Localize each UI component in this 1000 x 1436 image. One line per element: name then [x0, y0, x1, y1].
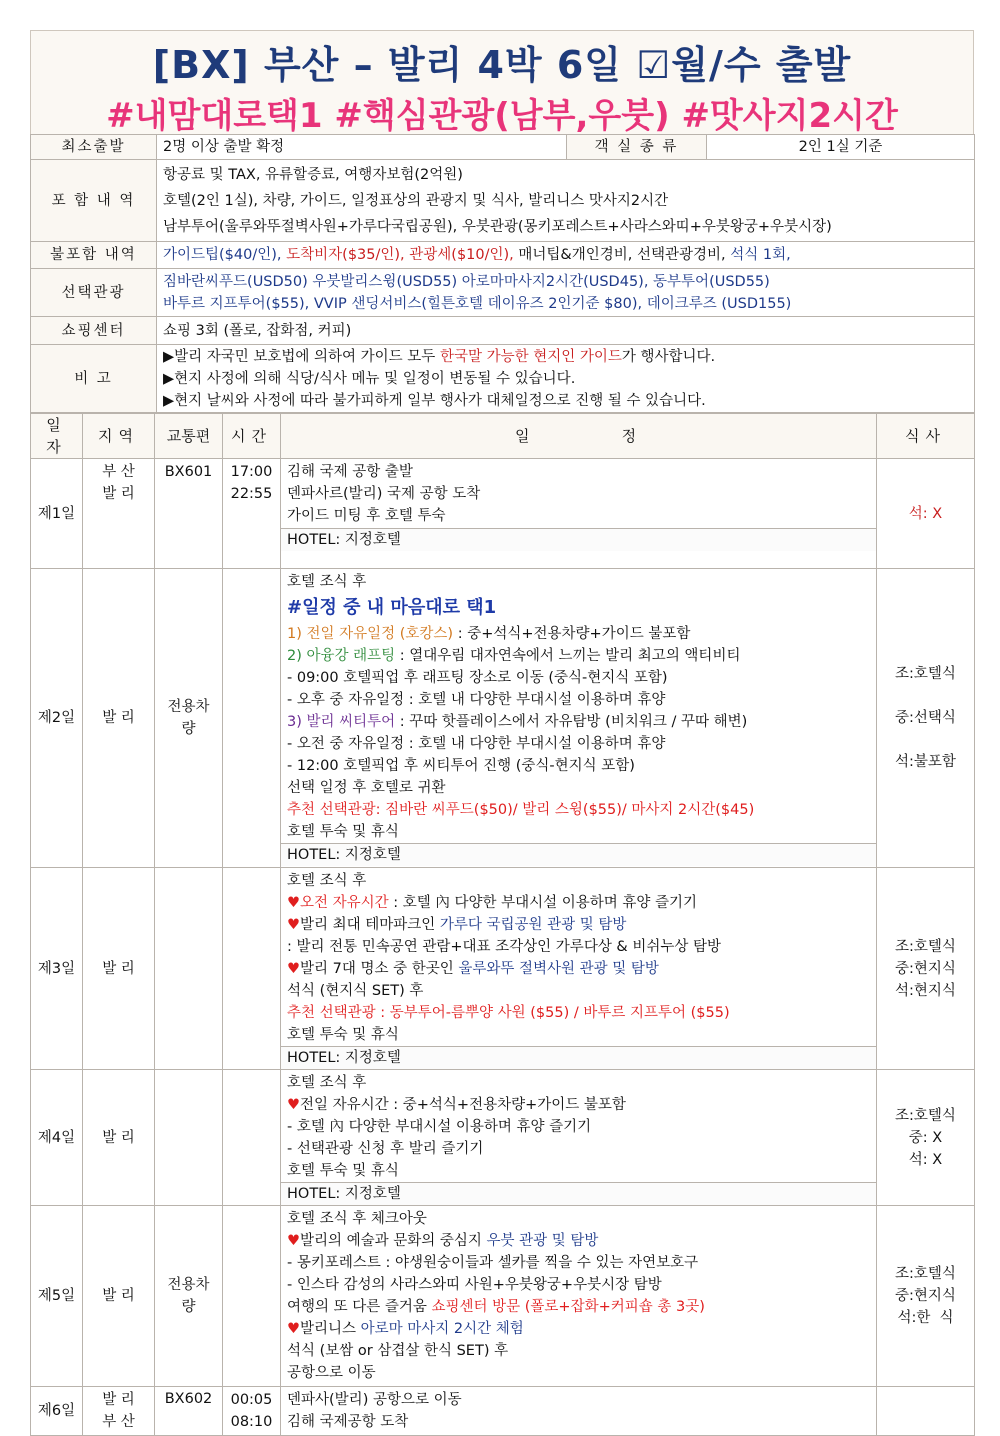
excluded-personal: 매너팁&개인경비, 선택관광경비, [518, 247, 726, 263]
day-row [31, 1070, 975, 1206]
excluded-dinner: 석식 1회, [730, 247, 791, 263]
excluded-visa: 도착비자($35/인), [286, 247, 405, 263]
time-cell: 17:00 22:55 [223, 459, 281, 569]
transport-cell: BX601 [155, 459, 223, 569]
header-itinerary: 일 정 [281, 414, 877, 459]
shopping-label: 쇼핑센터 [31, 317, 157, 345]
time-cell [223, 1070, 281, 1206]
hotel-line: HOTEL: 지정호텔 [281, 1046, 876, 1069]
title-hashtags: #내맘대로택1 #핵심관광(남부,우붓) #맛사지2시간 [106, 96, 898, 136]
day-label: 제6일 [31, 1387, 83, 1436]
time-cell [223, 1206, 281, 1387]
itinerary-cell: 호텔 조식 후 #일정 중 내 마음대로 택1 1) 전일 자유일정 (호캉스) : 중+석식+전용차량+가이드 불포함 2) 아융강 래프팅 : 열대우림 대자연속에서 느끼는 발리 최고의 액티비티 - 09:00 호텔픽업 후 래프팅 장소로 이동 (중식-현지식 포함) - 오후 중 자유일정 : 호텔 내 다양한 부대시설 이용하며 휴양 3) 발리 씨티투어 : 꾸따 핫플레이스에서 자유탐방 (비치워크 / 꾸따 해변) - 오전 중 자유일정 : 호텔 내 다양한 부대시설 이용하며 휴양 - 12:00 호텔픽업 후 씨티투어 진행 (중식-현지식 포함) 선택 일정 후 호텔로 귀환 추천 선택관광: 짐바란 씨푸드($50)/ 발리 스윙($55)/ 마사지 2시간($45) 호텔 투숙 및 휴식 HOTEL: 지정호텔 [281, 569, 877, 868]
pick-one-heading: #일정 중 내 마음대로 택1 [287, 597, 497, 618]
optional-line: 바투르 지프투어($55), VVIP 샌딩서비스(힐튼호텔 데이유즈 2인기준 $80), 데이크루즈 (USD155) [163, 295, 792, 312]
title-banner [30, 30, 974, 134]
heart-icon: ♥ [287, 1233, 300, 1249]
transport-cell [155, 1070, 223, 1206]
excluded-tourist-tax: 관광세($10/인), [409, 247, 514, 263]
day-row [31, 1206, 975, 1387]
min-departure-label: 최소출발 [31, 135, 157, 160]
region-cell: 발 리 [83, 569, 155, 868]
day-label: 제1일 [31, 459, 83, 569]
info-table [30, 134, 975, 413]
optional-list [157, 269, 975, 317]
room-type-value: 2인 1실 기준 [707, 135, 975, 160]
time-cell [223, 569, 281, 868]
header-time: 시간 [223, 414, 281, 459]
min-departure-value: 2명 이상 출발 확정 [157, 135, 567, 160]
heart-icon: ♥ [287, 895, 300, 911]
header-day: 일자 [31, 414, 83, 459]
included-line: 항공료 및 TAX, 유류할증료, 여행자보험(2억원) [163, 166, 463, 183]
time-cell [223, 868, 281, 1070]
day-row [31, 569, 975, 868]
region-cell: 발 리 [83, 1070, 155, 1206]
hotel-line: HOTEL: 지정호텔 [281, 1182, 876, 1205]
heart-icon: ♥ [287, 961, 300, 977]
itinerary-cell: 김해 국제 공항 출발 덴파사르(발리) 국제 공항 도착 가이드 미팅 후 호텔 투숙 HOTEL: 지정호텔 [281, 459, 877, 569]
meal-cell: 조:호텔식 중: X 석: X [877, 1070, 975, 1206]
notes-label: 비 고 [31, 345, 157, 413]
time-cell: 00:05 08:10 [223, 1387, 281, 1436]
included-list [157, 160, 975, 242]
transport-cell [155, 868, 223, 1070]
day-row [31, 459, 975, 569]
itinerary-cell: 호텔 조식 후 ♥전일 자유시간 : 중+석식+전용차량+가이드 불포함 - 호텔 內 다양한 부대시설 이용하며 휴양 즐기기 - 선택관광 신청 후 발리 즐기기 호텔 투숙 및 휴식 HOTEL: 지정호텔 [281, 1070, 877, 1206]
header-transport: 교통편 [155, 414, 223, 459]
day-label: 제4일 [31, 1070, 83, 1206]
schedule-table [30, 413, 975, 1436]
meal-cell [877, 1387, 975, 1436]
transport-cell: 전용차량 [155, 1206, 223, 1387]
itinerary-page [30, 30, 974, 1436]
heart-icon: ♥ [287, 917, 300, 933]
hotel-line: HOTEL: 지정호텔 [281, 843, 876, 866]
hotel-line: HOTEL: 지정호텔 [281, 528, 876, 551]
title-main: [BX] 부산 – 발리 4박 6일 ☑월/수 출발 [152, 43, 852, 87]
included-label: 포 함 내 역 [31, 160, 157, 242]
recommend-line: 추천 선택관광 : 동부투어-름뿌양 사원 ($55) / 바투르 지프투어 ($55) [287, 1005, 730, 1021]
heart-icon: ♥ [287, 1321, 300, 1337]
region-cell: 부 산 발 리 [83, 459, 155, 569]
room-type-label: 객 실 종 류 [567, 135, 707, 160]
meal-cell: 석: X [877, 459, 975, 569]
note-line: ▶현지 사정에 의해 식당/식사 메뉴 및 일정이 변동될 수 있습니다. [163, 370, 576, 387]
itinerary-cell: 호텔 조식 후 체크아웃 ♥발리의 예술과 문화의 중심지 우붓 관광 및 탐방 - 몽키포레스트 : 야생원숭이들과 셀카를 찍을 수 있는 자연보호구 - 인스타 감성의 사라스와띠 사원+우붓왕궁+우붓시장 탐방 여행의 또 다른 즐거움 쇼핑센터 방문 (폴로+잡화+커피숍 총 3곳) ♥발리니스 아로마 마사지 2시간 체험 석식 (보쌈 or 삼겹살 한식 SET) 후 공항으로 이동 [281, 1206, 877, 1387]
schedule-header [31, 414, 975, 459]
itinerary-cell: 덴파사(발리) 공항으로 이동 김해 국제공항 도착 [281, 1387, 877, 1436]
note-line: ▶현지 날씨와 사정에 따라 불가피하게 일부 행사가 대체일정으로 진행 될 수 있습니다. [163, 392, 706, 409]
heart-icon: ♥ [287, 1097, 300, 1113]
day-label: 제2일 [31, 569, 83, 868]
included-line: 남부투어(울루와뚜절벽사원+가루다국립공원), 우붓관광(몽키포레스트+사라스와띠+우붓왕궁+우붓시장) [163, 218, 832, 235]
optional-label: 선택관광 [31, 269, 157, 317]
itinerary-cell: 호텔 조식 후 ♥오전 자유시간 : 호텔 內 다양한 부대시설 이용하며 휴양 즐기기 ♥발리 최대 테마파크인 가루다 국립공원 관광 및 탐방 : 발리 전통 민속공연 관람+대표 조각상인 가루다상 & 비쉬누상 탐방 ♥발리 7대 명소 중 한곳인 울루와뚜 절벽사원 관광 및 탐방 석식 (현지식 SET) 후 추천 선택관광 : 동부투어-름뿌양 사원 ($55) / 바투르 지프투어 ($55) 호텔 투숙 및 휴식 HOTEL: 지정호텔 [281, 868, 877, 1070]
meal-cell: 조:호텔식 중:현지식 석:현지식 [877, 868, 975, 1070]
region-cell: 발 리 [83, 868, 155, 1070]
meal-cell: 조:호텔식 중:현지식 석:한 식 [877, 1206, 975, 1387]
excluded-label: 불포함 내역 [31, 242, 157, 269]
day-label: 제3일 [31, 868, 83, 1070]
excluded-list [157, 242, 975, 269]
note-line: ▶발리 자국민 보호법에 의하여 가이드 모두 한국말 가능한 현지인 가이드가 행사합니다. [163, 348, 716, 365]
notes-list [157, 345, 975, 413]
day-row [31, 868, 975, 1070]
recommend-line: 추천 선택관광: 짐바란 씨푸드($50)/ 발리 스윙($55)/ 마사지 2시간($45) [287, 802, 755, 818]
shopping-value: 쇼핑 3회 (폴로, 잡화점, 커피) [157, 317, 975, 345]
header-region: 지역 [83, 414, 155, 459]
header-meal: 식사 [877, 414, 975, 459]
optional-line: 짐바란씨푸드(USD50) 우붓발리스윙(USD55) 아로마마사지2시간(USD45), 동부투어(USD55) [163, 273, 770, 290]
included-line: 호텔(2인 1실), 차량, 가이드, 일정표상의 관광지 및 식사, 발리니스 맛사지2시간 [163, 192, 669, 209]
transport-cell: BX602 [155, 1387, 223, 1436]
region-cell: 발 리 부 산 [83, 1387, 155, 1436]
excluded-guide-tip: 가이드팁($40/인), [163, 247, 282, 263]
day-row [31, 1387, 975, 1436]
transport-cell: 전용차량 [155, 569, 223, 868]
day-label: 제5일 [31, 1206, 83, 1387]
meal-cell: 조:호텔식 중:선택식 석:불포함 [877, 569, 975, 868]
region-cell: 발 리 [83, 1206, 155, 1387]
